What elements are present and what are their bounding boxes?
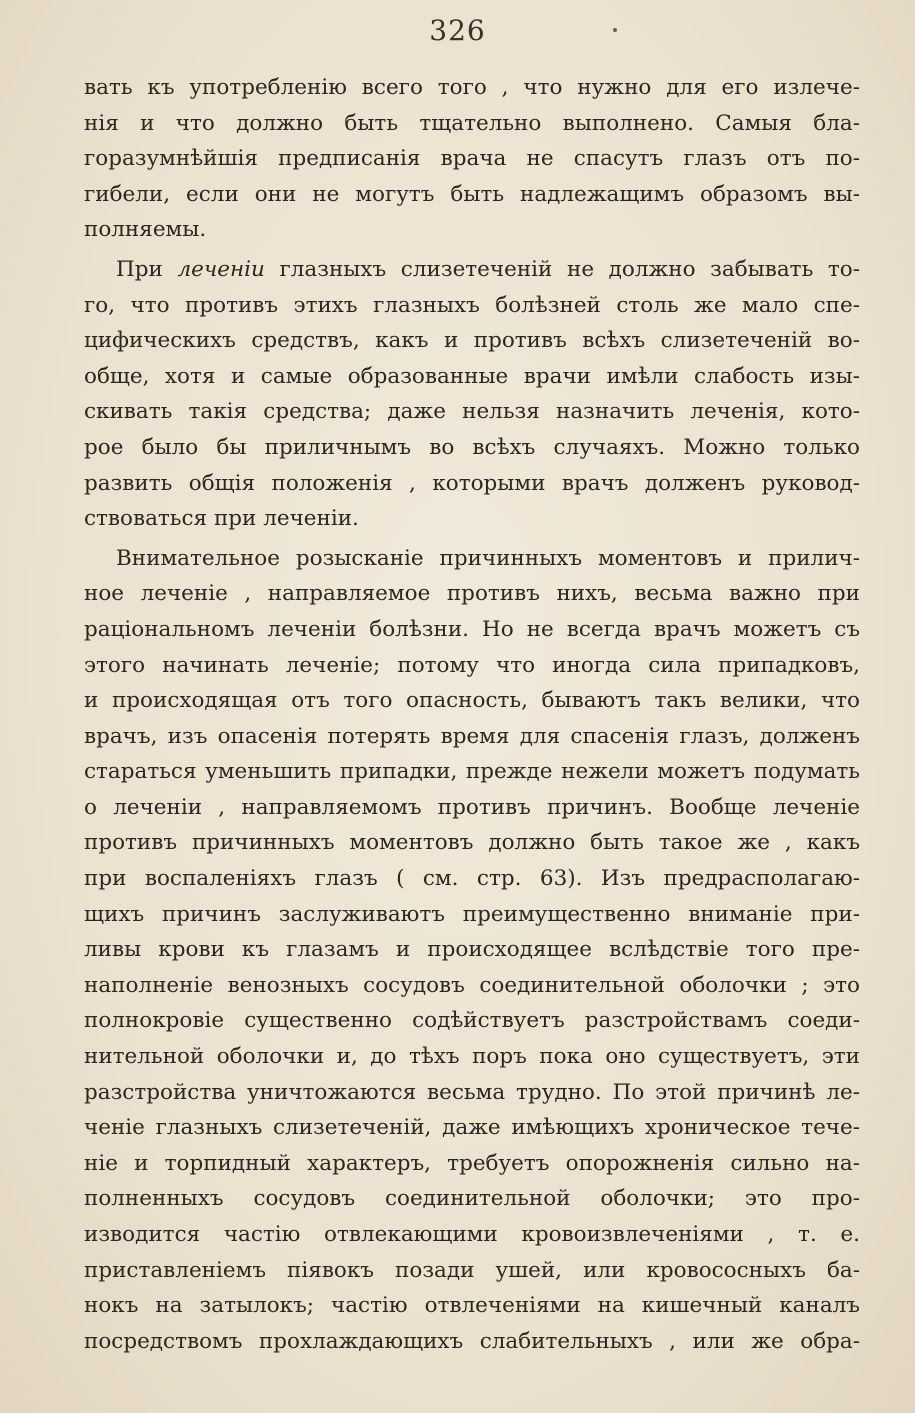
text-line: о леченіи , направляемомъ противъ причинъ. Вообще леченіе [84,794,860,820]
text-line: го, что противъ этихъ глазныхъ болѣзней столь же мало спе- [84,292,860,318]
text-span: глазныхъ слизетеченій не должно забывать то- [264,256,860,282]
text-line: изводится частію отвлекающими кровоизвлеченіями , т. е. [84,1222,860,1247]
text-line: Внимательное розысканіе причинныхъ моментовъ и прилич- [116,545,860,571]
text-line: ливы крови къ глазамъ и происходящее вслѣдствіе того пре- [84,937,860,963]
text-line: посредствомъ прохлаждающихъ слабительныхъ , или же обра- [84,1328,860,1354]
ink-speck [613,28,617,32]
body-text [84,70,860,1359]
text-line: раціональномъ леченіи болѣзни. Но не всегда врачъ можетъ съ [84,616,860,642]
text-line: и происходящая отъ того опасность, бываютъ такъ велики, что [84,688,860,714]
text-line: врачъ, изъ опасенія потерять время для спасенія глазъ, долженъ [84,723,860,749]
text-line: рое было бы приличнымъ во всѣхъ случаяхъ. Можно только [84,434,860,460]
paragraph-1 [84,70,860,248]
text-line: разстройства уничтожаются весьма трудно. По этой причинѣ ле- [84,1079,860,1105]
text-line: полненныхъ сосудовъ соединительной оболочки; это про- [84,1186,860,1212]
text-line: гибели, если они не могутъ быть надлежащимъ образомъ вы- [84,181,860,207]
text-line: ніе и торпидный характеръ, требуетъ опорожненія сильно на- [84,1150,860,1176]
text-line: приставленіемъ піявокъ позади ушей, или кровососныхъ ба- [84,1257,860,1283]
text-line: наполненіе венозныхъ сосудовъ соединительной оболочки ; это [84,972,860,998]
text-line: горазумнѣйшія предписанія врача не спасутъ глазъ отъ по- [84,146,860,172]
text-line: скивать такія средства; даже нельзя назначить леченія, кото- [84,399,860,425]
paragraph-3 [84,541,860,1360]
text-line: полнокровіе существенно содѣйствуетъ разстройствамъ соеди- [84,1008,860,1034]
text-line: стараться уменьшить припадки, прежде нежели можетъ подумать [84,759,860,785]
text-line: ствоваться при леченіи. [84,506,359,532]
text-line: нокъ на затылокъ; частію отвлеченіями на кишечный каналъ [84,1293,860,1319]
text-line: полняемы. [84,217,207,243]
paragraph-2 [84,252,860,537]
text-line: щихъ причинъ заслуживаютъ преимущественно вниманіе при- [84,901,860,927]
text-line [84,252,860,288]
emphasis-word: леченіи [177,256,265,282]
text-line: цифическихъ средствъ, какъ и противъ всѣхъ слизетеченій во- [84,328,860,354]
text-line: ченіе глазныхъ слизетеченій, даже имѣющихъ хроническое тече- [84,1115,860,1141]
text-line: ное леченіе , направляемое противъ нихъ, весьма важно при [84,581,860,607]
text-line: этого начинать леченіе; потому что иногда сила припадковъ, [84,652,860,678]
text-line: при воспаленіяхъ глазъ ( см. стр. 63). Изъ предрасполагаю- [84,866,860,892]
text-span: При [116,256,178,282]
text-line: развить общія положенія , которыми врачъ долженъ руковод- [84,470,860,496]
text-line: нительной оболочки и, до тѣхъ поръ пока оно существуетъ, эти [84,1044,860,1070]
text-line: нія и что должно быть тщательно выполнено. Самыя бла- [84,110,860,136]
text-line: вать къ употребленію всего того , что нужно для его излече- [84,75,860,100]
text-line: обще, хотя и самые образованные врачи имѣли слабость изы- [84,363,860,389]
text-line: противъ причинныхъ моментовъ должно быть такое же , какъ [84,830,860,856]
page-number: 326 [429,14,486,47]
